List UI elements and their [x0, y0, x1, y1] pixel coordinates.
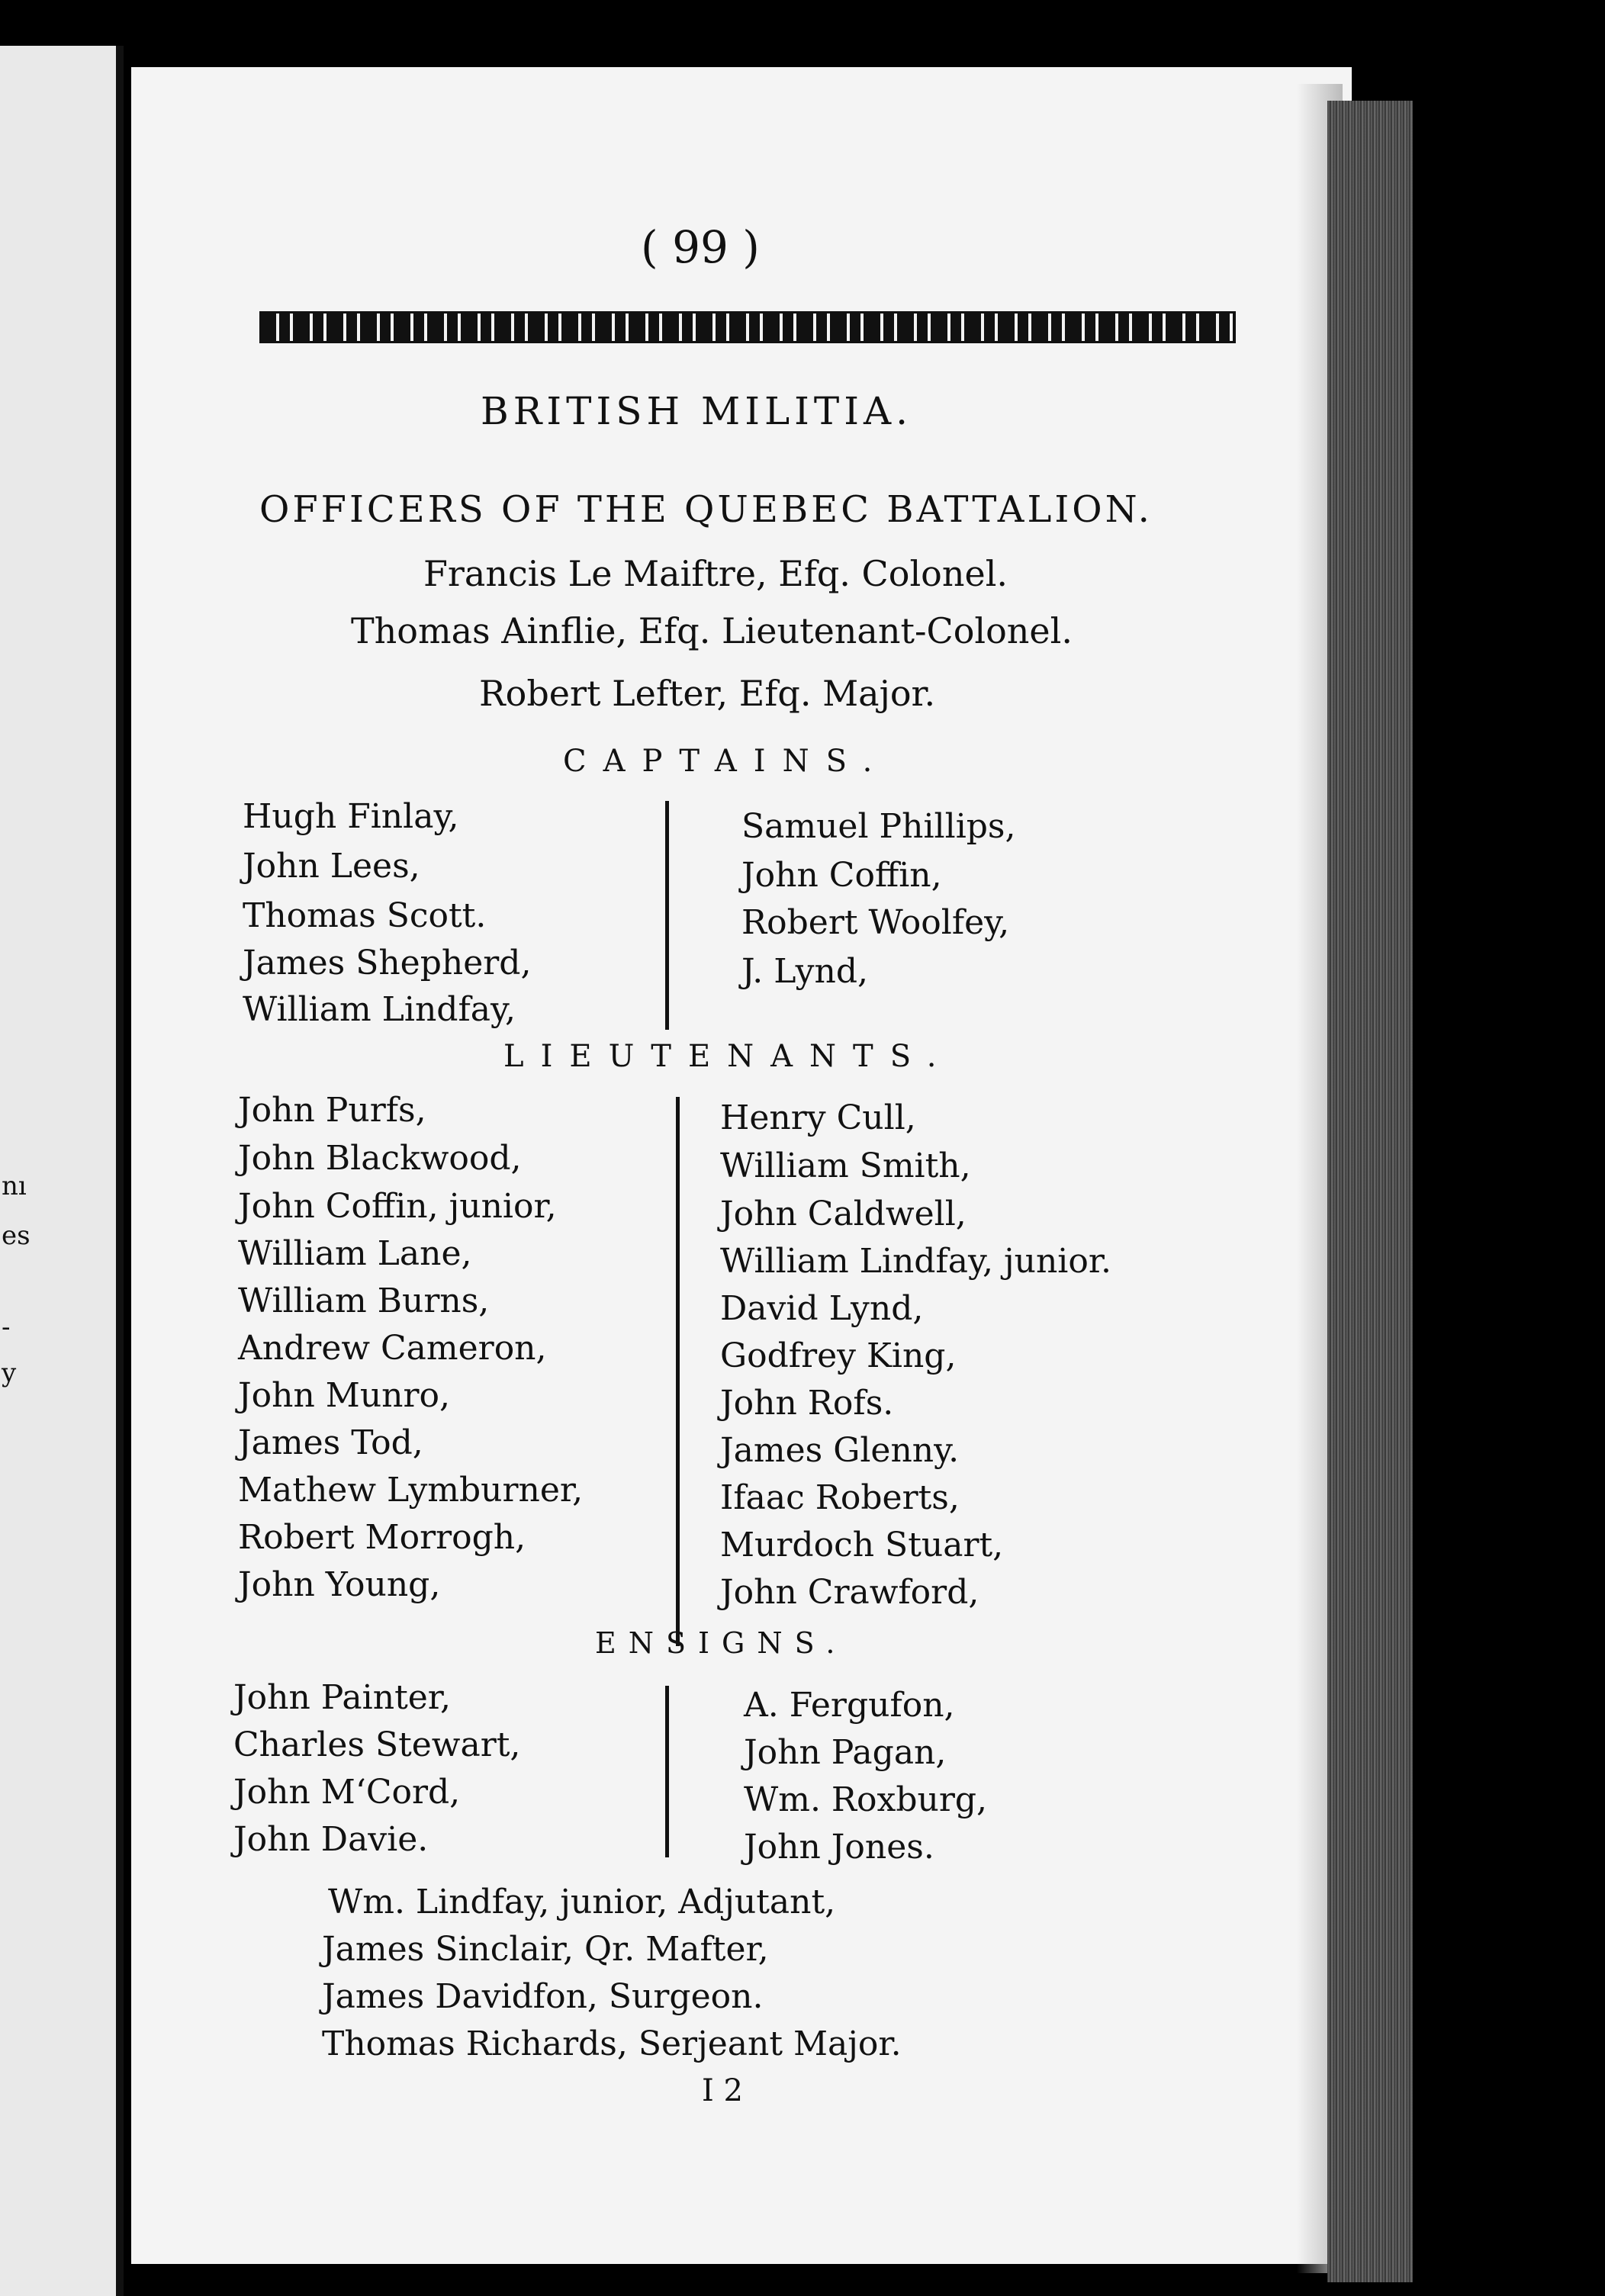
captain-name: Thomas Scott. [243, 896, 487, 935]
signature-mark: I 2 [702, 2073, 743, 2108]
lieutenant-name: James Glenny. [720, 1431, 960, 1470]
lieutenant-name: Godfrey King, [720, 1336, 957, 1375]
lieutenant-name: John Coffin, junior, [238, 1187, 557, 1226]
ensign-name: John Jones. [744, 1828, 934, 1867]
left-page-fragment: nı [2, 1171, 27, 1201]
captain-name: John Coffin, [741, 856, 942, 895]
lieutenant-name: John Munro, [238, 1376, 451, 1415]
captain-name: John Lees, [243, 847, 420, 886]
captain-name: William Lindfay, [243, 990, 516, 1029]
captain-name: Hugh Finlay, [243, 797, 459, 836]
ensign-name: John Davie. [233, 1820, 429, 1859]
captain-name: Robert Woolfey, [741, 903, 1010, 942]
lieutenant-name: John Crawford, [720, 1573, 979, 1612]
lieutenant-name: William Burns, [238, 1281, 490, 1320]
lieutenant-name: Mathew Lymburner, [238, 1471, 584, 1510]
column-divider [676, 1097, 680, 1646]
left-page-fragment: - [2, 1312, 11, 1343]
ensign-name: A. Fergufon, [744, 1686, 955, 1725]
captain-name: J. Lynd, [741, 952, 868, 991]
captain-name: James Shepherd, [243, 944, 532, 982]
lieutenant-name: James Tod, [238, 1423, 423, 1462]
ensign-name: John Pagan, [744, 1733, 947, 1772]
page-number: ( 99 ) [641, 221, 760, 273]
lieutenant-name: John Caldwell, [720, 1195, 967, 1233]
staff-officer-line: Thomas Richards, Serjeant Major. [322, 2024, 902, 2063]
page-edges [1327, 101, 1413, 2282]
lieutenant-name: John Purfs, [238, 1091, 426, 1130]
lieutenant-name: John Rofs. [720, 1384, 894, 1423]
section-subheading: OFFICERS OF THE QUEBEC BATTALION. [259, 488, 1153, 531]
header-ornament-rule [259, 311, 1236, 343]
lieutenant-name: Ifaac Roberts, [720, 1478, 960, 1517]
lieutenant-name: John Blackwood, [238, 1139, 522, 1178]
lieutenant-name: David Lynd, [720, 1289, 924, 1328]
ensigns-heading: ENSIGNS. [595, 1626, 848, 1660]
lieutenant-name: William Lindfay, junior. [720, 1242, 1112, 1281]
lieutenant-name: William Lane, [238, 1234, 472, 1273]
officer-line: Robert Lefter, Efq. Major. [479, 673, 936, 714]
officer-line: Thomas Ainflie, Efq. Lieutenant-Colonel. [351, 610, 1073, 651]
lieutenants-heading: LIEUTENANTS. [503, 1039, 954, 1074]
left-page-edge [0, 46, 124, 2296]
lieutenant-name: William Smith, [720, 1146, 971, 1185]
lieutenant-name: John Young, [238, 1565, 441, 1604]
staff-officer-line: James Sinclair, Qr. Mafter, [322, 1930, 769, 1969]
captain-name: Samuel Phillips, [741, 807, 1016, 846]
lieutenant-name: Robert Morrogh, [238, 1518, 526, 1557]
officer-line: Francis Le Maiftre, Efq. Colonel. [423, 553, 1008, 594]
left-page-fragment: es [2, 1220, 31, 1251]
lieutenant-name: Andrew Cameron, [238, 1329, 547, 1368]
ensign-name: John Painter, [233, 1678, 451, 1717]
ensign-name: Charles Stewart, [233, 1725, 521, 1764]
staff-officer-line: Wm. Lindfay, junior, Adjutant, [328, 1883, 836, 1921]
captains-heading: CAPTAINS. [563, 744, 889, 779]
ensign-name: Wm. Roxburg, [744, 1780, 988, 1819]
page-title: BRITISH MILITIA. [481, 389, 912, 433]
lieutenant-name: Henry Cull, [720, 1098, 916, 1137]
left-page-fragment: y [2, 1358, 17, 1388]
lieutenant-name: Murdoch Stuart, [720, 1526, 1004, 1564]
staff-officer-line: James Davidfon, Surgeon. [322, 1977, 764, 2016]
ensign-name: John M‘Cord, [233, 1773, 461, 1812]
column-divider [665, 801, 669, 1030]
column-divider [665, 1686, 669, 1857]
